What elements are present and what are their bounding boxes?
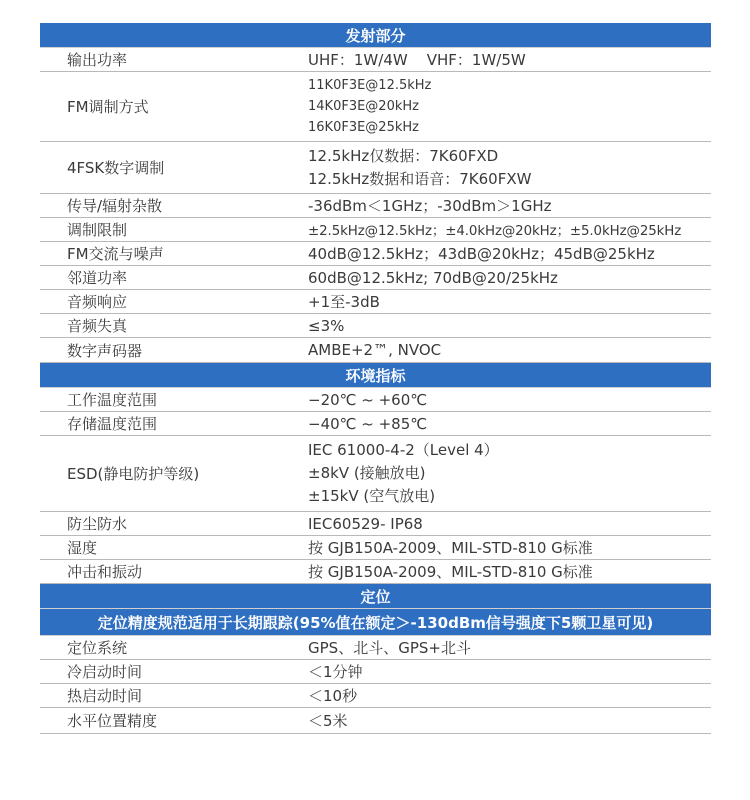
row-value — [302, 388, 711, 411]
row-value — [302, 218, 711, 241]
table-row — [40, 436, 711, 512]
table-row — [40, 290, 711, 314]
row-label: 热启动时间 — [67, 687, 143, 705]
value-line: +1至-3dB — [308, 293, 380, 311]
section-title: 定位 — [360, 587, 391, 606]
table-row — [40, 72, 711, 142]
value-line: ＜5米 — [308, 712, 348, 730]
table-row — [40, 684, 711, 708]
row-value — [302, 412, 711, 435]
value-line: 14K0F3E@20kHz — [308, 99, 419, 114]
value-line: IEC60529- IP68 — [308, 514, 423, 533]
row-value — [302, 314, 711, 337]
row-label: 音频响应 — [67, 293, 128, 311]
note-text: 定位精度规范适用于长期跟踪(95%值在额定＞-130dBm信号强度下5颗卫星可见) — [97, 613, 654, 632]
table-row — [40, 512, 711, 536]
row-label: FM调制方式 — [67, 98, 149, 116]
value-line: ±15kV (空气放电) — [308, 487, 436, 505]
row-value — [302, 290, 711, 313]
row-label: 输出功率 — [67, 51, 128, 69]
value-line: 60dB@12.5kHz; 70dB@20/25kHz — [308, 268, 558, 287]
row-value — [302, 436, 711, 511]
value-line: GPS、北斗、GPS+北斗 — [308, 639, 471, 657]
value-line: 按 GJB150A-2009、MIL-STD-810 G标准 — [308, 539, 593, 557]
value-line: 11K0F3E@12.5kHz — [308, 78, 432, 93]
row-label: 传导/辐射杂散 — [67, 197, 163, 215]
row-label: 工作温度范围 — [67, 391, 158, 409]
section-header-transmit — [40, 23, 711, 48]
row-label: 数字声码器 — [67, 341, 143, 360]
value-line: IEC 61000-4-2（Level 4） — [308, 441, 499, 459]
value-line: -36dBm＜1GHz；-30dBm＞1GHz — [308, 197, 552, 215]
table-row — [40, 266, 711, 290]
table-row — [40, 48, 711, 72]
row-label: 4FSK数字调制 — [67, 159, 165, 177]
table-row — [40, 218, 711, 242]
section-header-environment — [40, 363, 711, 388]
table-row — [40, 314, 711, 338]
value-line: AMBE+2™, NVOC — [308, 341, 442, 359]
row-value — [302, 536, 711, 559]
row-label: 定位系统 — [67, 639, 128, 657]
table-row — [40, 560, 711, 584]
row-label: 调制限制 — [67, 221, 128, 239]
table-row — [40, 142, 711, 194]
row-value — [302, 242, 711, 265]
row-value — [302, 48, 711, 71]
value-line: ＜10秒 — [308, 687, 358, 705]
value-line: 40dB@12.5kHz；43dB@20kHz；45dB@25kHz — [308, 245, 655, 263]
row-value — [302, 660, 711, 683]
row-label: 防尘防水 — [67, 515, 128, 533]
section-header-positioning — [40, 584, 711, 609]
value-line: ＜1分钟 — [308, 663, 363, 681]
row-value — [302, 266, 711, 289]
value-line: ≤3% — [308, 316, 345, 335]
table-row — [40, 660, 711, 684]
value-line: 12.5kHz仅数据：7K60FXD — [308, 146, 499, 165]
row-value — [302, 142, 711, 193]
value-line: ±2.5kHz@12.5kHz；±4.0kHz@20kHz；±5.0kHz@25kHz — [308, 224, 682, 239]
table-row — [40, 536, 711, 560]
spec-table — [40, 23, 711, 734]
row-value — [302, 560, 711, 583]
table-row — [40, 242, 711, 266]
row-label: ESD(静电防护等级) — [67, 465, 200, 483]
value-line: 16K0F3E@25kHz — [308, 120, 419, 135]
row-value — [302, 636, 711, 659]
row-value — [302, 72, 711, 141]
row-value — [302, 194, 711, 217]
row-label: 湿度 — [67, 539, 98, 557]
value-line: UHF：1W/4W VHF：1W/5W — [308, 51, 526, 69]
table-row — [40, 388, 711, 412]
row-label: 存储温度范围 — [67, 415, 158, 433]
table-row — [40, 412, 711, 436]
table-row — [40, 636, 711, 660]
section-title: 环境指标 — [345, 366, 406, 385]
row-label: 邻道功率 — [67, 269, 128, 287]
table-row — [40, 338, 711, 363]
table-row — [40, 194, 711, 218]
positioning-note — [40, 609, 711, 636]
value-line: −20℃ ~ +60℃ — [308, 390, 428, 409]
value-line: −40℃ ~ +85℃ — [308, 414, 428, 433]
row-value — [302, 684, 711, 707]
section-title: 发射部分 — [345, 26, 406, 45]
row-label: 冷启动时间 — [67, 663, 143, 681]
row-label: 冲击和振动 — [67, 563, 143, 581]
value-line: 12.5kHz数据和语音：7K60FXW — [308, 169, 532, 188]
value-line: ±8kV (接触放电) — [308, 464, 426, 482]
row-label: 音频失真 — [67, 317, 128, 335]
row-value — [302, 708, 711, 733]
table-row — [40, 708, 711, 734]
row-value — [302, 512, 711, 535]
row-value — [302, 338, 711, 362]
value-line: 按 GJB150A-2009、MIL-STD-810 G标准 — [308, 563, 593, 581]
row-label: FM交流与噪声 — [67, 245, 164, 263]
row-label: 水平位置精度 — [67, 712, 158, 730]
